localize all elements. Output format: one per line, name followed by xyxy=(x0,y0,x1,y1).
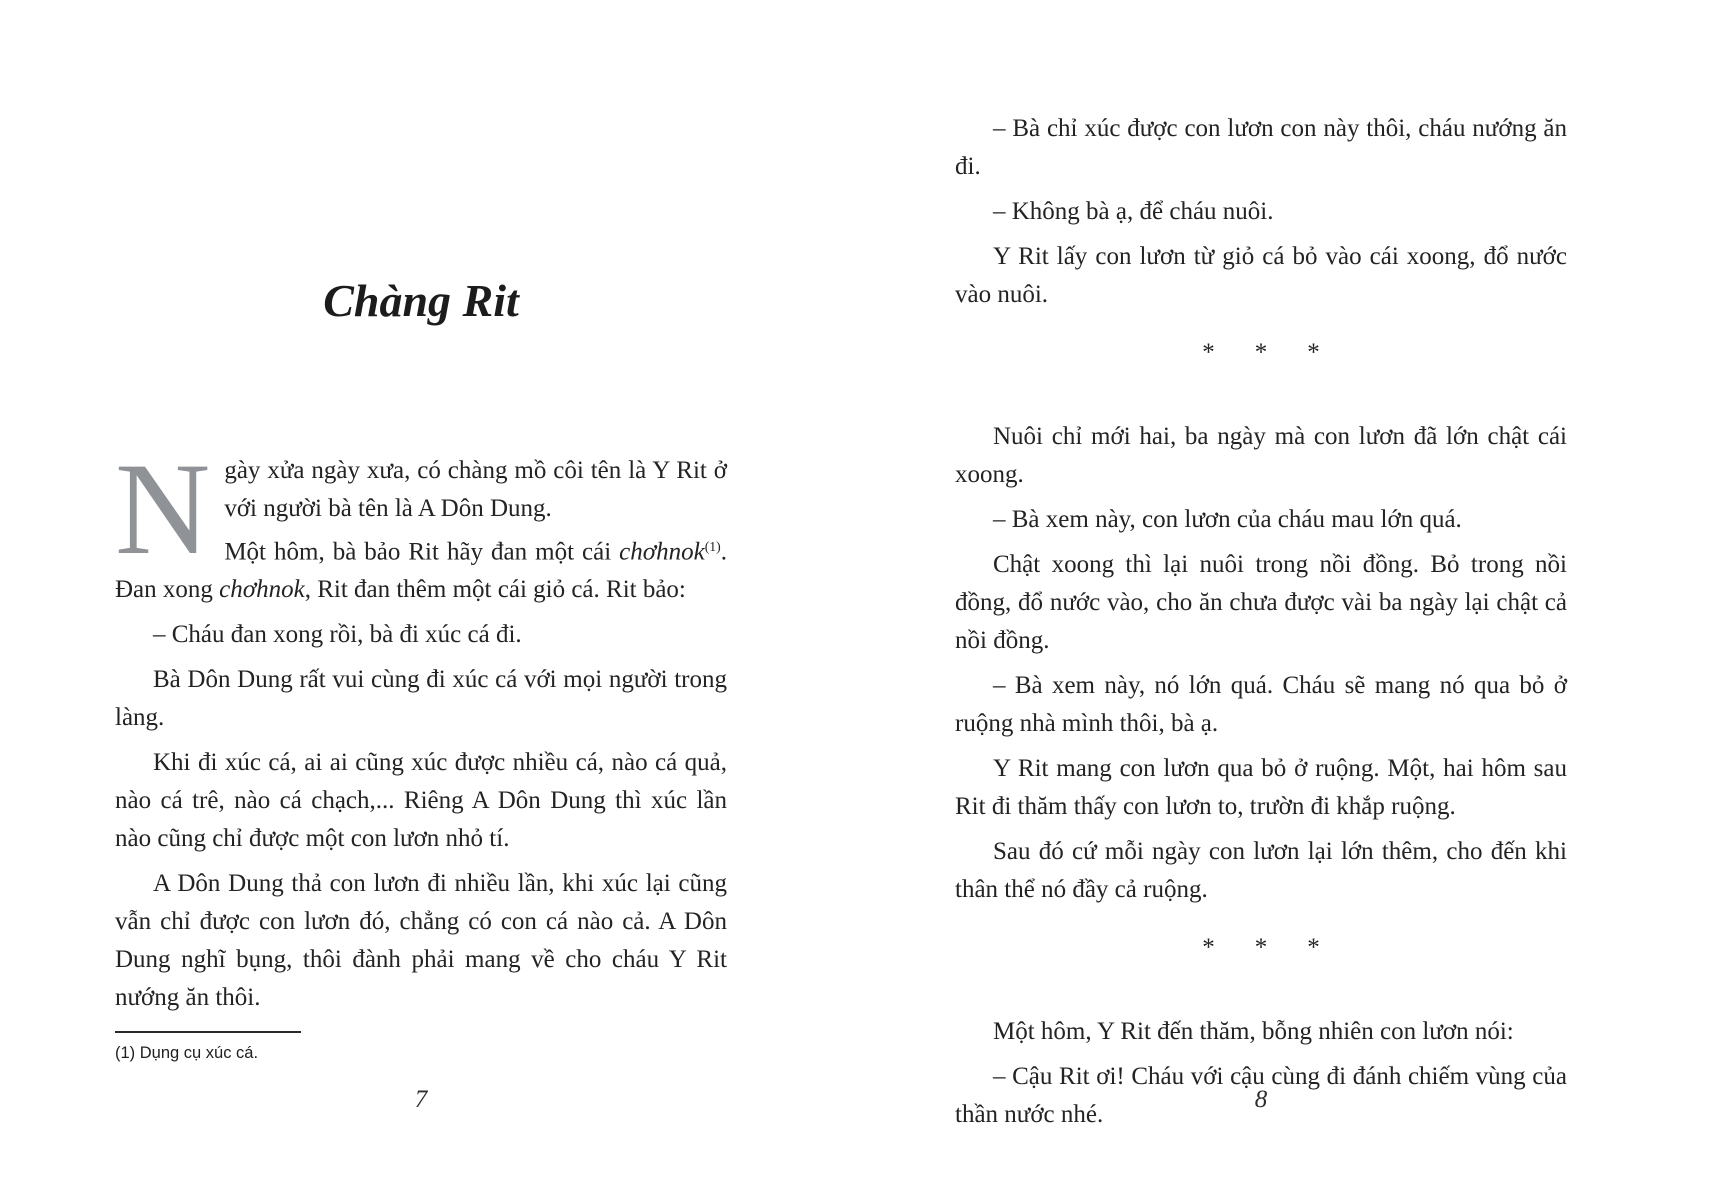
right-paragraphs xyxy=(955,110,1567,1134)
left-page-body xyxy=(115,435,727,1064)
paragraph: – Bà xem này, con lươn của cháu mau lớn quá. xyxy=(993,506,1462,533)
paragraph: Sau đó cứ mỗi ngày con lươn lại lớn thêm, cho đến khi thân thể nó đầy cả ruộng. xyxy=(955,838,1567,903)
paragraph: A Dôn Dung thả con lươn đi nhiều lần, khi xúc lại cũng vẫn chỉ được con lươn đó, chẳng có con cá nào cả. A Dôn Dung nghĩ bụng, thôi đành phải mang về cho cháu Y Rit nướng ăn thôi. xyxy=(115,870,727,1012)
paragraph: – Bà xem này, nó lớn quá. Cháu sẽ mang nó qua bỏ ở ruộng nhà mình thôi, bà ạ. xyxy=(955,672,1567,737)
paragraph: Khi đi xúc cá, ai ai cũng xúc được nhiều cá, nào cá quả, nào cá trê, nào cá chạch,... Riêng A Dôn Dung thì xúc lần nào cũng chỉ được một con lươn nhỏ tí. xyxy=(115,749,727,853)
page-number-right: 8 xyxy=(1254,1086,1268,1113)
left-paragraphs xyxy=(115,616,727,1017)
paragraph: – Cháu đan xong rồi, bà đi xúc cá đi. xyxy=(153,621,522,649)
paragraph: Y Rit lấy con lươn từ giỏ cá bỏ vào cái xoong, đổ nước vào nuôi. xyxy=(955,243,1567,308)
page-left xyxy=(115,0,727,1184)
section-separator: * * * xyxy=(1202,934,1320,961)
paragraph: Y Rit mang con lươn qua bỏ ở ruộng. Một, hai hôm sau Rit đi thăm thấy con lươn to, trườn đi khắp ruộng. xyxy=(955,755,1567,820)
paragraph: – Bà chỉ xúc được con lươn con này thôi, cháu nướng ăn đi. xyxy=(955,115,1567,180)
footnote: (1) Dụng cụ xúc cá. xyxy=(115,1044,259,1063)
paragraph: – Không bà ạ, để cháu nuôi. xyxy=(993,198,1274,225)
opening-block xyxy=(115,435,727,609)
footnote-rule xyxy=(115,1031,301,1033)
paragraph: Bà Dôn Dung rất vui cùng đi xúc cá với mọi người trong làng. xyxy=(115,666,727,732)
page-number-left: 7 xyxy=(414,1086,428,1113)
paragraph: – Cậu Rit ơi! Cháu với cậu cùng đi đánh chiếm vùng của thần nước nhé. xyxy=(955,1063,1567,1128)
right-page-body xyxy=(955,110,1567,1141)
footnote-block xyxy=(115,1031,727,1064)
drop-cap: N xyxy=(115,435,211,582)
page-right xyxy=(955,0,1567,1184)
story-title: Chàng Rit xyxy=(323,275,519,326)
paragraph: Chật xoong thì lại nuôi trong nồi đồng. Bỏ trong nồi đồng, đổ nước vào, cho ăn chưa được vài ba ngày lại chật cả nồi đồng. xyxy=(955,551,1567,654)
paragraph: Nuôi chỉ mới hai, ba ngày mà con lươn đã lớn chật cái xoong. xyxy=(955,423,1567,488)
section-separator: * * * xyxy=(1202,339,1320,366)
paragraph: Một hôm, Y Rit đến thăm, bỗng nhiên con lươn nói: xyxy=(993,1018,1514,1045)
paragraph: Một hôm, bà bảo Rit hãy đan một cái chơhnok$^{(1)}$. Đan xong chơhnok, Rit đan thêm một cái giỏ cá. Rit bảo: xyxy=(115,538,727,604)
paragraph: gày xửa ngày xưa, có chàng mồ côi tên là Y Rit ở với người bà tên là A Dôn Dung. xyxy=(224,457,727,522)
